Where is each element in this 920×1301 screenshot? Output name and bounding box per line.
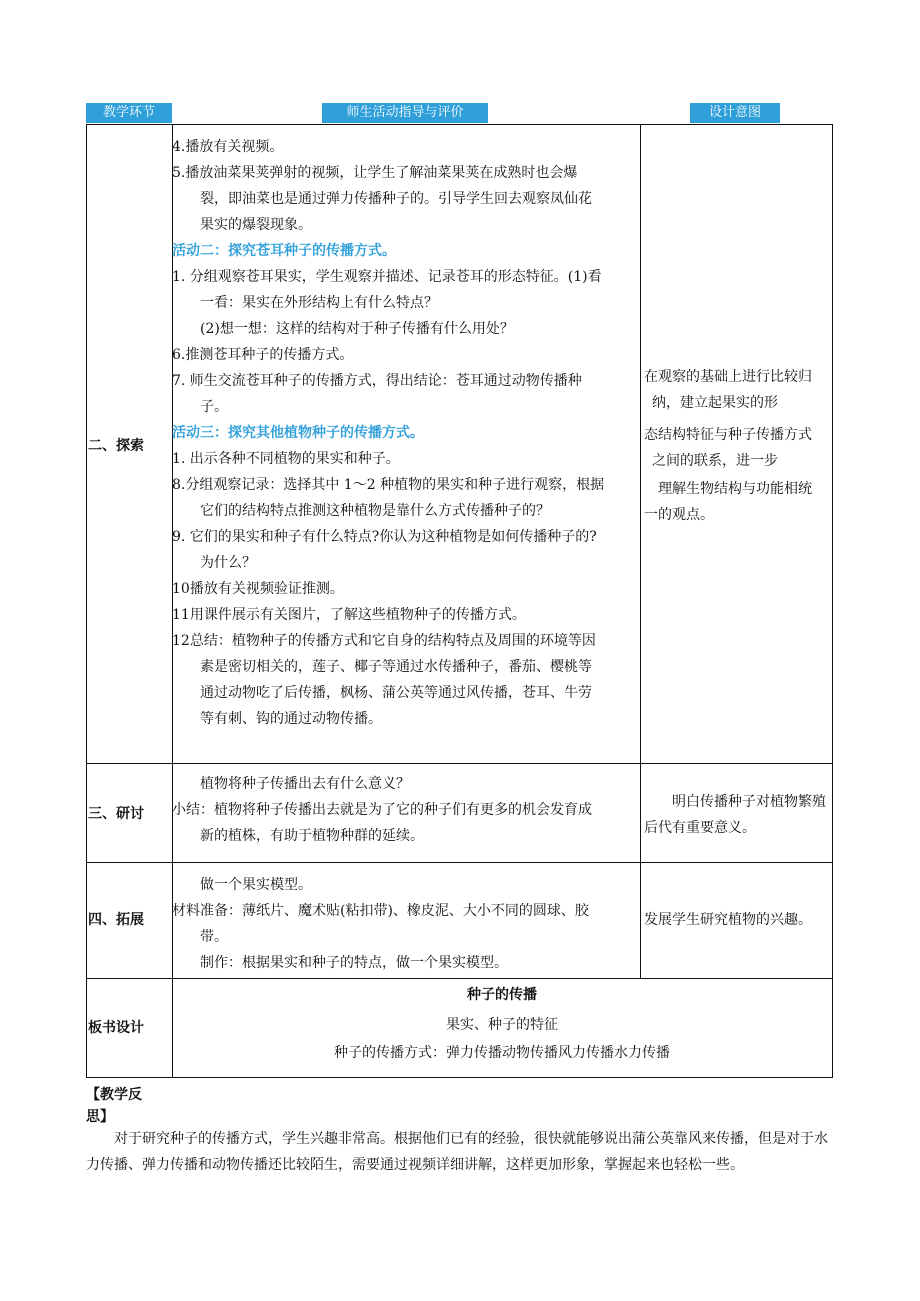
explore-line: 素是密切相关的，莲子、椰子等通过水传播种子，番茄、樱桃等 (200, 659, 592, 675)
extend-line: 带。 (200, 929, 228, 945)
category-discuss: 三、研讨 (88, 806, 144, 822)
discuss-intent (644, 789, 832, 841)
extend-content (172, 872, 640, 976)
extend-line: 材料准备：薄纸片、魔术贴(粘扣带)、橡皮泥、大小不同的圆球、胶 (172, 903, 589, 919)
activity-two-heading: 活动二：探究苍耳种子的传播方式。 (172, 243, 396, 259)
category-board: 板书设计 (88, 1020, 144, 1036)
intent-line: 发展学生研究植物的兴趣。 (644, 912, 812, 928)
explore-line: 为什么？ (200, 555, 256, 571)
explore-line: 11用课件展示有关图片，了解这些植物种子的传播方式。 (172, 607, 526, 623)
intent-line: 理解生物结构与功能相统 (658, 481, 812, 497)
intent-line: 一的观点。 (644, 507, 714, 523)
explore-line: 4.播放有关视频。 (172, 139, 284, 155)
table-left-border (86, 124, 87, 1078)
board-line-methods: 种子的传播方式：弹力传播动物传播风力传播水力传播 (334, 1045, 670, 1061)
intent-line: 后代有重要意义。 (644, 820, 756, 836)
row-divider-discuss (86, 862, 833, 863)
board-title: 种子的传播 (467, 987, 537, 1003)
column-divider-2 (640, 124, 641, 979)
explore-line: 12总结：植物种子的传播方式和它自身的结构特点及周围的环境等因 (172, 633, 596, 649)
reflection-title-line: 思】 (86, 1109, 114, 1125)
reflection-title-line: 【教学反 (86, 1087, 142, 1103)
explore-line: 它们的结构特点推测这种植物是靠什么方式传播种子的？ (200, 503, 550, 519)
category-extend: 四、拓展 (88, 912, 144, 928)
explore-intent (644, 364, 832, 528)
discuss-line: 植物将种子传播出去有什么意义？ (200, 776, 410, 792)
explore-line: 果实的爆裂现象。 (200, 217, 312, 233)
intent-line: 纳，建立起果实的形 (652, 395, 778, 411)
category-explore: 二、探索 (88, 438, 144, 454)
explore-line: 5.播放油菜果荚弹射的视频，让学生了解油菜果荚在成熟时也会爆 (172, 165, 578, 181)
explore-line: 6.推测苍耳种子的传播方式。 (172, 347, 354, 363)
table-bottom-border (86, 1077, 833, 1078)
explore-line: 7. 师生交流苍耳种子的传播方式，得出结论：苍耳通过动物传播种 (172, 373, 582, 389)
reflection-title (86, 1084, 142, 1128)
table-right-border (832, 124, 833, 1078)
reflection-body: 对于研究种子的传播方式，学生兴趣非常高。根据他们已有的经验，很快就能够说出蒲公英靠风来传播，但是对于水力传播、弹力传播和动物传播还比较陌生，需要通过视频详细讲解，这样更加形象，掌握起来也轻松一些。 (86, 1131, 828, 1173)
explore-line: 10播放有关视频验证推测。 (172, 581, 344, 597)
explore-line: 8.分组观察记录：选择其中 1～2 种植物的果实和种子进行观察，根据 (172, 477, 605, 493)
discuss-content (172, 771, 640, 849)
intent-line: 之间的联系，进一步 (652, 453, 778, 469)
extend-intent (644, 907, 832, 933)
discuss-line: 小结：植物将种子传播出去就是为了它的种子们有更多的机会发育成 (172, 802, 592, 818)
table-top-border (86, 124, 833, 125)
explore-line: 子。 (200, 399, 228, 415)
board-line-features: 果实、种子的特征 (446, 1017, 558, 1033)
intent-line: 明白传播种子对植物繁殖 (672, 794, 826, 810)
row-divider-explore (86, 763, 833, 764)
explore-line: 一看：果实在外形结构上有什么特点？ (200, 295, 438, 311)
header-activity-guidance: 师生活动指导与评价 (322, 103, 488, 123)
header-teaching-stage: 教学环节 (86, 103, 172, 123)
explore-line: 裂，即油菜也是通过弹力传播种子的。引导学生回去观察凤仙花 (200, 191, 592, 207)
header-design-intent: 设计意图 (690, 103, 780, 123)
explore-line: 等有刺、钩的通过动物传播。 (200, 711, 382, 727)
discuss-line: 新的植株，有助于植物种群的延续。 (200, 828, 424, 844)
explore-line: 1. 出示各种不同植物的果实和种子。 (172, 451, 400, 467)
intent-line: 在观察的基础上进行比较归 (644, 369, 812, 385)
explore-line: 1. 分组观察苍耳果实，学生观察并描述、记录苍耳的形态特征。(1)看 (172, 269, 602, 285)
explore-line: 9. 它们的果实和种子有什么特点?你认为这种植物是如何传播种子的? (172, 529, 597, 545)
activity-three-heading: 活动三：探究其他植物种子的传播方式。 (172, 425, 424, 441)
explore-line: 通过动物吃了后传播，枫杨、蒲公英等通过风传播，苍耳、牛劳 (200, 685, 592, 701)
row-divider-extend (86, 978, 833, 979)
extend-line: 制作：根据果实和种子的特点，做一个果实模型。 (200, 955, 508, 971)
explore-content (172, 134, 640, 732)
intent-line: 态结构特征与种子传播方式 (644, 427, 812, 443)
extend-line: 做一个果实模型。 (200, 877, 312, 893)
explore-line: (2)想一想：这样的结构对于种子传播有什么用处？ (200, 321, 514, 337)
